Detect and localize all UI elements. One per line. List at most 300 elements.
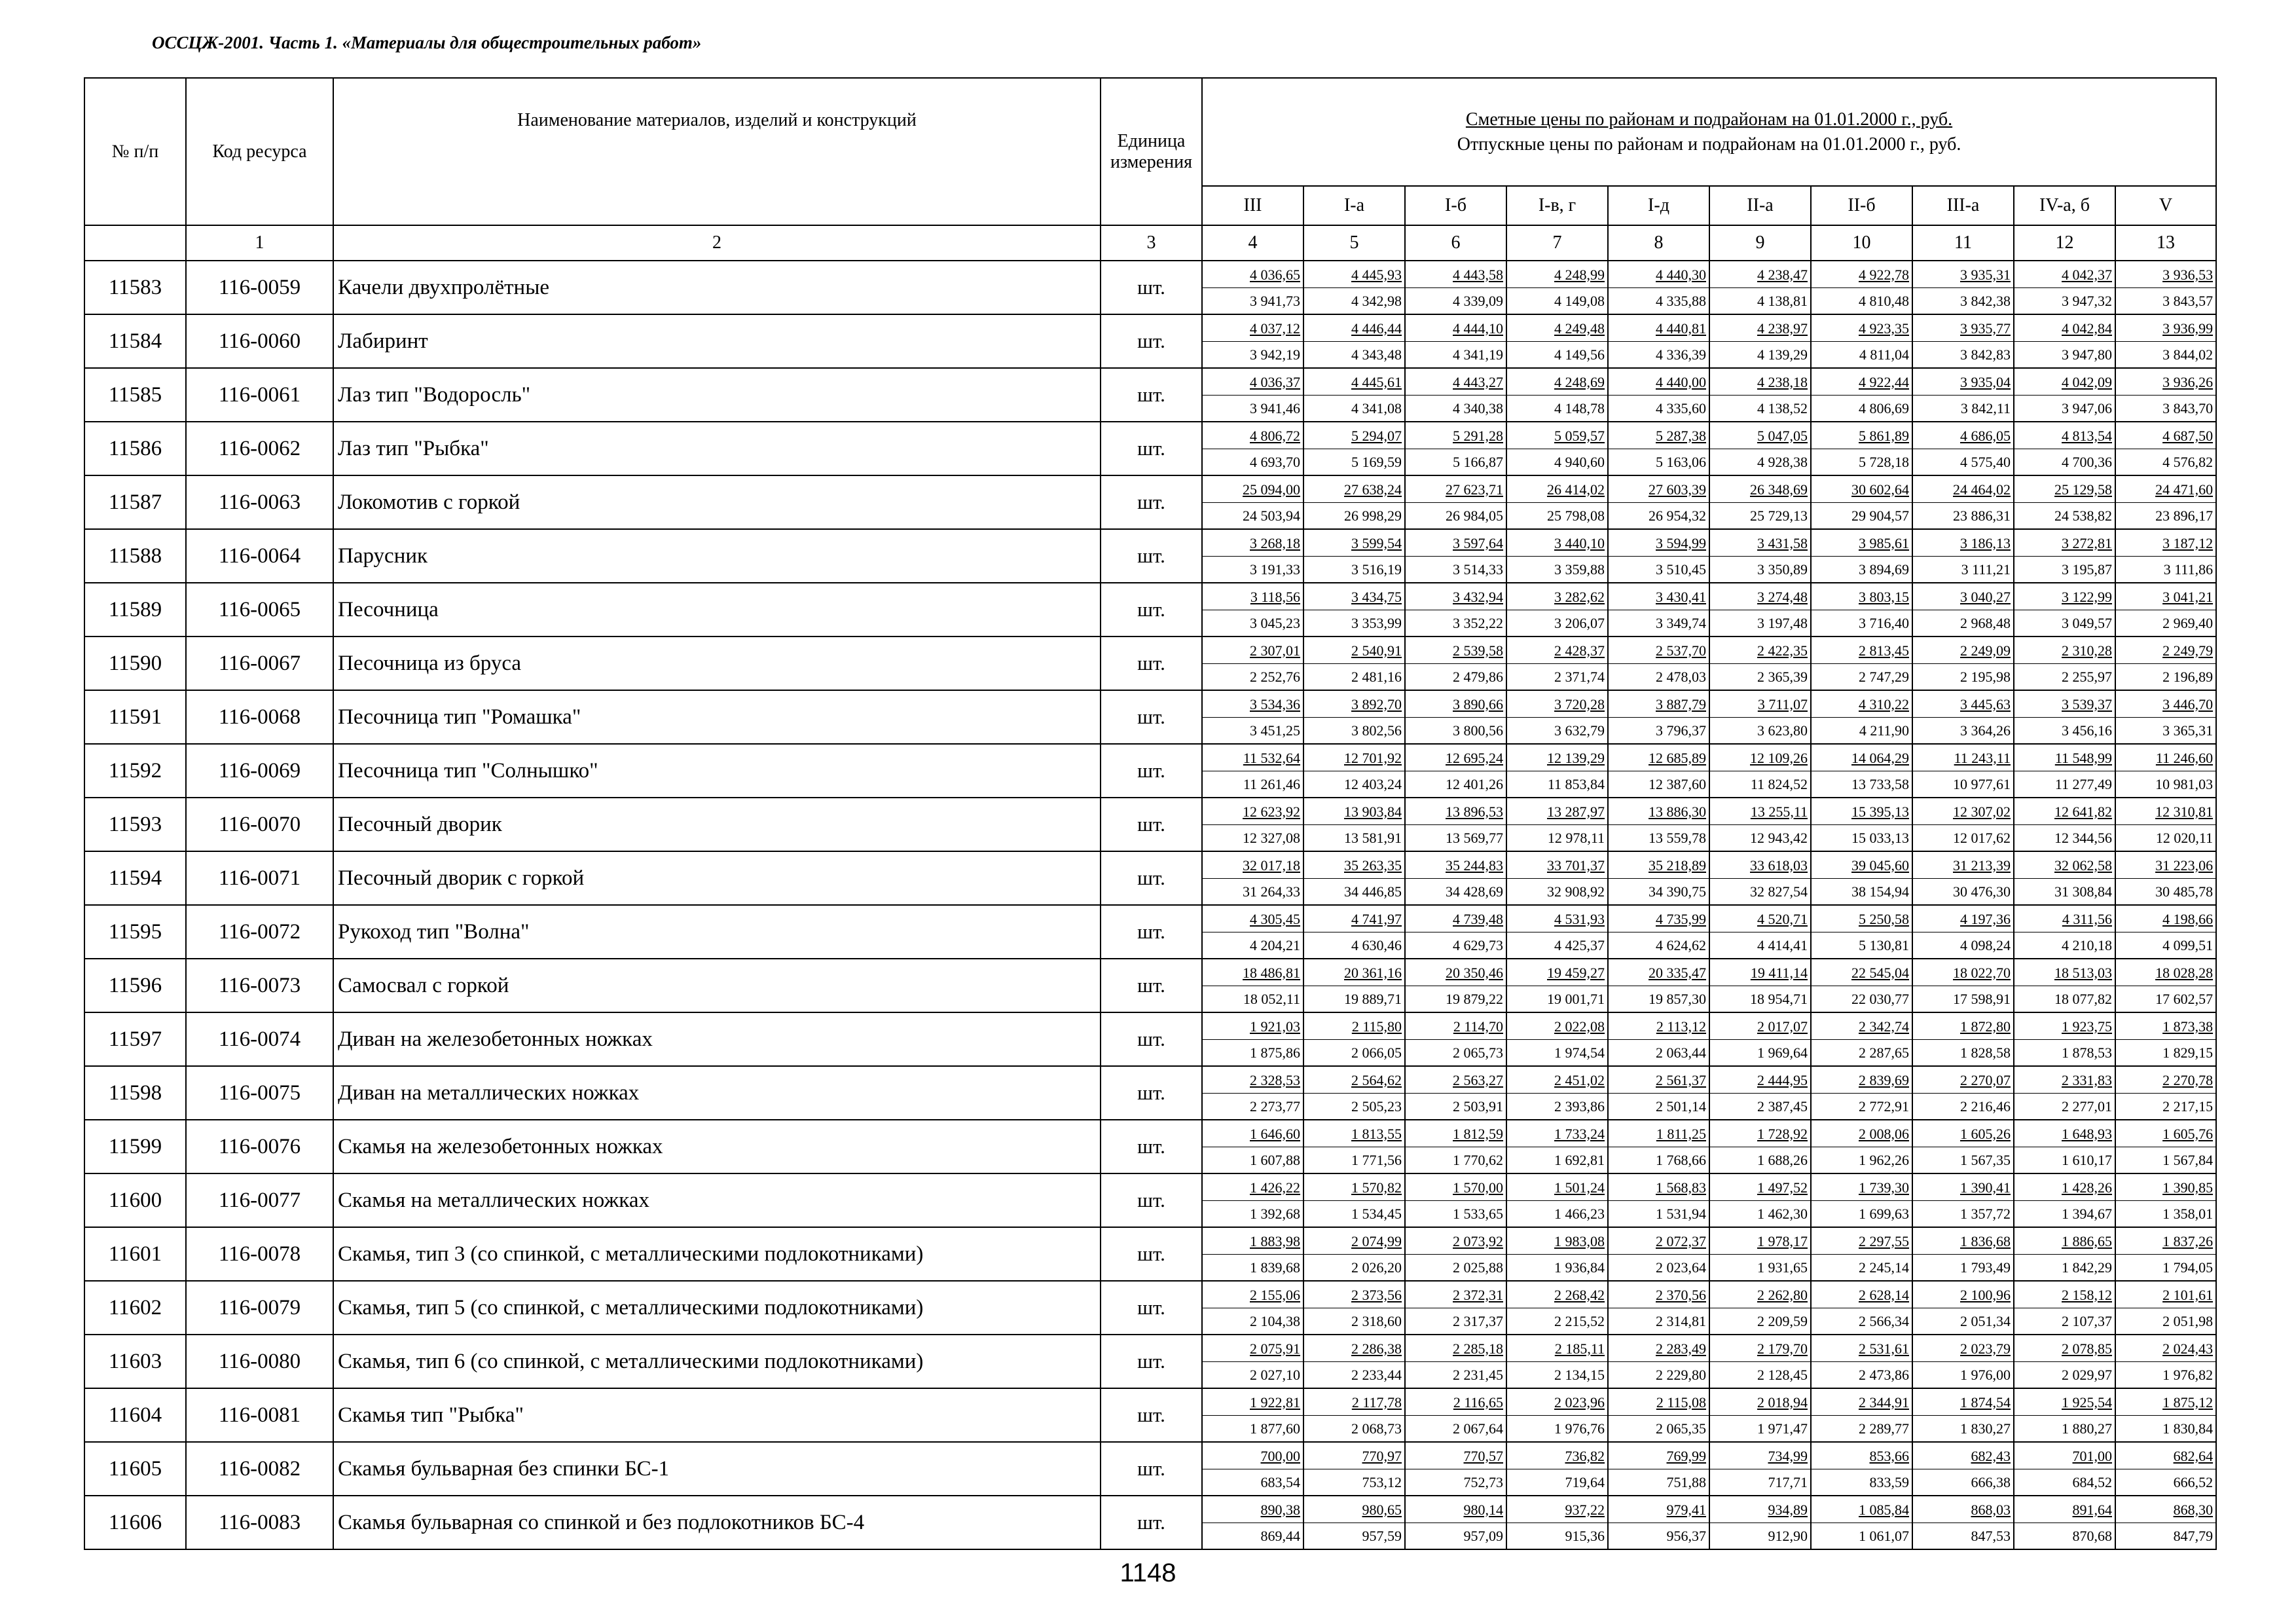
estimate-price: 2 286,38 [1304, 1336, 1404, 1362]
price-cell [2115, 529, 2216, 583]
estimate-price: 5 287,38 [1609, 423, 1709, 449]
price-cell [1912, 1281, 2014, 1335]
release-price: 1 969,64 [1757, 1044, 1808, 1061]
price-cell [1405, 1442, 1506, 1496]
release-price: 3 451,25 [1250, 722, 1300, 739]
release-price: 4 138,81 [1757, 292, 1808, 309]
resource-code: 116-0077 [186, 1173, 333, 1227]
release-price: 2 969,40 [2162, 614, 2214, 631]
release-price: 957,09 [1463, 1527, 1503, 1544]
release-price: 1 877,60 [1250, 1420, 1300, 1437]
release-price: 3 045,23 [1250, 614, 1300, 631]
column-number: 7 [1506, 225, 1608, 261]
release-price: 2 968,48 [1960, 614, 2011, 631]
release-price: 3 364,26 [1960, 722, 2011, 739]
price-cell [1811, 529, 1912, 583]
release-price: 4 693,70 [1250, 453, 1300, 470]
estimate-price: 2 158,12 [2014, 1282, 2115, 1308]
release-price: 1 829,15 [2162, 1044, 2214, 1061]
estimate-price: 35 218,89 [1609, 853, 1709, 879]
estimate-price: 3 445,63 [1913, 692, 2013, 718]
estimate-price: 2 179,70 [1710, 1336, 1810, 1362]
row-number: 11599 [84, 1120, 186, 1173]
release-price: 3 842,83 [1960, 346, 2011, 363]
estimate-price: 1 426,22 [1203, 1175, 1303, 1201]
price-cell [1506, 744, 1608, 798]
estimate-price: 4 531,93 [1507, 906, 1607, 932]
material-name: Песочный дворик с горкой [333, 851, 1101, 905]
release-price: 2 289,77 [1859, 1420, 1909, 1437]
row-number: 11602 [84, 1281, 186, 1335]
price-cell [1506, 959, 1608, 1012]
row-number: 11595 [84, 905, 186, 959]
estimate-price: 14 064,29 [1812, 745, 1912, 771]
release-price: 4 098,24 [1960, 936, 2011, 953]
estimate-price: 3 434,75 [1304, 584, 1404, 610]
release-price: 3 111,86 [2163, 561, 2214, 578]
release-price: 2 481,16 [1351, 668, 1402, 685]
price-cell [1912, 1173, 2014, 1227]
estimate-price: 1 983,08 [1507, 1228, 1607, 1255]
estimate-price: 3 186,13 [1913, 530, 2013, 557]
release-price: 2 216,46 [1960, 1098, 2011, 1115]
release-price: 1 770,62 [1453, 1151, 1503, 1168]
price-cell [2014, 1388, 2115, 1442]
price-cell [1405, 314, 1506, 368]
unit-of-measure: шт. [1101, 314, 1202, 368]
price-cell [2115, 583, 2216, 637]
release-price: 3 350,89 [1757, 561, 1808, 578]
table-row [84, 261, 2216, 314]
price-cell [1912, 1442, 2014, 1496]
estimate-price: 2 564,62 [1304, 1067, 1404, 1094]
row-number: 11597 [84, 1012, 186, 1066]
price-cell [1405, 1388, 1506, 1442]
estimate-price: 3 272,81 [2014, 530, 2115, 557]
release-price: 12 403,24 [1344, 775, 1402, 792]
column-number: 12 [2014, 225, 2115, 261]
price-cell [1506, 1496, 1608, 1549]
release-price: 847,53 [1971, 1527, 2011, 1544]
price-cell [1608, 314, 1709, 368]
release-price: 4 341,08 [1351, 399, 1402, 416]
release-price: 847,79 [2173, 1527, 2214, 1544]
release-price: 1 567,84 [2162, 1151, 2214, 1168]
price-cell [1608, 475, 1709, 529]
material-name: Скамья бульварная без спинки БС-1 [333, 1442, 1101, 1496]
resource-code: 116-0063 [186, 475, 333, 529]
price-cell [1506, 1120, 1608, 1173]
release-price: 2 023,64 [1656, 1259, 1706, 1276]
price-cell [1709, 1012, 1811, 1066]
estimate-price: 4 443,27 [1406, 369, 1506, 396]
release-price: 30 476,30 [1953, 883, 2011, 900]
estimate-price: 3 446,70 [2116, 692, 2215, 718]
column-number: 3 [1101, 225, 1202, 261]
estimate-price: 3 187,12 [2116, 530, 2215, 557]
price-cell [1608, 1281, 1709, 1335]
estimate-price: 3 118,56 [1203, 584, 1303, 610]
resource-code: 116-0075 [186, 1066, 333, 1120]
region-header: III [1202, 186, 1303, 225]
estimate-price: 4 440,00 [1609, 369, 1709, 396]
estimate-price: 3 274,48 [1710, 584, 1810, 610]
release-price: 3 510,45 [1656, 561, 1706, 578]
estimate-price: 3 936,99 [2116, 316, 2215, 342]
price-cell [1709, 1335, 1811, 1388]
estimate-price: 770,97 [1304, 1443, 1404, 1469]
release-price: 19 879,22 [1446, 990, 1503, 1007]
estimate-price: 2 539,58 [1406, 638, 1506, 664]
estimate-price: 1 886,65 [2014, 1228, 2115, 1255]
release-price: 912,90 [1768, 1527, 1808, 1544]
table-row [84, 422, 2216, 475]
estimate-price: 868,03 [1913, 1497, 2013, 1523]
price-cell [2115, 744, 2216, 798]
release-price: 26 954,32 [1649, 507, 1706, 524]
price-cell [1506, 368, 1608, 422]
price-cell [2115, 959, 2216, 1012]
estimate-price: 3 282,62 [1507, 584, 1607, 610]
price-cell [1912, 314, 2014, 368]
price-cell [1811, 1442, 1912, 1496]
release-price: 5 169,59 [1351, 453, 1402, 470]
release-price: 4 576,82 [2162, 453, 2214, 470]
release-price: 2 025,88 [1453, 1259, 1503, 1276]
material-name: Локомотив с горкой [333, 475, 1101, 529]
estimate-price: 5 250,58 [1812, 906, 1912, 932]
release-price: 3 191,33 [1250, 561, 1300, 578]
estimate-price: 5 047,05 [1710, 423, 1810, 449]
release-price: 684,52 [2072, 1473, 2112, 1490]
estimate-price: 1 922,81 [1203, 1390, 1303, 1416]
release-price: 19 889,71 [1344, 990, 1402, 1007]
estimate-price: 853,66 [1812, 1443, 1912, 1469]
price-cell [1303, 261, 1405, 314]
release-price: 1 839,68 [1250, 1259, 1300, 1276]
price-cell [1709, 475, 1811, 529]
material-name: Скамья, тип 6 (со спинкой, с металлическими подлокотниками) [333, 1335, 1101, 1388]
price-cell [1405, 1227, 1506, 1281]
price-cell [2115, 1173, 2216, 1227]
price-cell [1405, 1120, 1506, 1173]
release-price: 719,64 [1565, 1473, 1605, 1490]
price-cell [2115, 1496, 2216, 1549]
price-cell [1303, 1335, 1405, 1388]
estimate-price: 13 903,84 [1304, 799, 1404, 825]
release-price: 1 880,27 [2062, 1420, 2112, 1437]
price-cell [2014, 1173, 2115, 1227]
unit-of-measure: шт. [1101, 1442, 1202, 1496]
estimate-price: 3 431,58 [1710, 530, 1810, 557]
estimate-price: 1 875,12 [2116, 1390, 2215, 1416]
release-price: 3 514,33 [1453, 561, 1503, 578]
estimate-price: 13 886,30 [1609, 799, 1709, 825]
price-cell [1303, 422, 1405, 475]
release-price: 26 998,29 [1344, 507, 1402, 524]
price-cell [1608, 1120, 1709, 1173]
estimate-price: 25 129,58 [2014, 477, 2115, 503]
resource-code: 116-0069 [186, 744, 333, 798]
price-cell [1506, 1012, 1608, 1066]
price-cell [1202, 1066, 1303, 1120]
column-number: 13 [2115, 225, 2216, 261]
estimate-price: 1 872,80 [1913, 1014, 2013, 1040]
price-cell [1912, 583, 2014, 637]
price-cell [1912, 1012, 2014, 1066]
estimate-price: 1 646,60 [1203, 1121, 1303, 1147]
header-name: Наименование материалов, изделий и конструкций [333, 78, 1101, 225]
estimate-price: 31 213,39 [1913, 853, 2013, 879]
price-cell [1303, 475, 1405, 529]
estimate-price: 2 115,80 [1304, 1014, 1404, 1040]
release-price: 2 104,38 [1250, 1312, 1300, 1329]
estimate-price: 3 539,37 [2014, 692, 2115, 718]
price-cell [1709, 314, 1811, 368]
estimate-price: 4 445,61 [1304, 369, 1404, 396]
price-cell [1405, 851, 1506, 905]
release-price: 4 928,38 [1757, 453, 1808, 470]
price-cell [1303, 529, 1405, 583]
region-header: I-д [1608, 186, 1709, 225]
column-number: 9 [1709, 225, 1811, 261]
unit-of-measure: шт. [1101, 851, 1202, 905]
table-row [84, 368, 2216, 422]
table-row [84, 851, 2216, 905]
price-cell [1202, 1012, 1303, 1066]
price-cell [1303, 1496, 1405, 1549]
release-price: 29 904,57 [1851, 507, 1909, 524]
estimate-price: 2 370,56 [1609, 1282, 1709, 1308]
price-cell [1709, 1388, 1811, 1442]
price-cell [2014, 798, 2115, 851]
release-price: 2 365,39 [1757, 668, 1808, 685]
estimate-price: 891,64 [2014, 1497, 2115, 1523]
price-cell [2014, 1496, 2115, 1549]
resource-code: 116-0078 [186, 1227, 333, 1281]
resource-code: 116-0061 [186, 368, 333, 422]
price-cell [1506, 1281, 1608, 1335]
price-cell [1608, 690, 1709, 744]
estimate-price: 12 109,26 [1710, 745, 1810, 771]
header-estimate-prices: Сметные цены по районам и подрайонам на 01.01.2000 г., руб. [1465, 109, 1953, 130]
price-cell [2014, 368, 2115, 422]
estimate-price: 1 733,24 [1507, 1121, 1607, 1147]
estimate-price: 5 294,07 [1304, 423, 1404, 449]
release-price: 4 138,52 [1757, 399, 1808, 416]
estimate-price: 1 501,24 [1507, 1175, 1607, 1201]
estimate-price: 1 925,54 [2014, 1390, 2115, 1416]
release-price: 5 130,81 [1859, 936, 1909, 953]
price-cell [1405, 422, 1506, 475]
price-cell [1405, 529, 1506, 583]
estimate-price: 11 243,11 [1913, 745, 2013, 771]
price-cell [1608, 261, 1709, 314]
release-price: 32 908,92 [1547, 883, 1605, 900]
header-release-prices: Отпускные цены по районам и подрайонам на 01.01.2000 г., руб. [1457, 134, 1961, 155]
header-prices [1202, 78, 2216, 186]
estimate-price: 4 686,05 [1913, 423, 2013, 449]
material-name: Лаз тип "Водоросль" [333, 368, 1101, 422]
price-cell [1811, 1227, 1912, 1281]
release-price: 23 896,17 [2155, 507, 2214, 524]
price-cell [1811, 1335, 1912, 1388]
resource-code: 116-0064 [186, 529, 333, 583]
price-cell [1811, 798, 1912, 851]
estimate-price: 980,65 [1304, 1497, 1404, 1523]
estimate-price: 12 623,92 [1203, 799, 1303, 825]
column-number: 5 [1303, 225, 1405, 261]
release-price: 4 811,04 [1859, 346, 1909, 363]
estimate-price: 11 548,99 [2014, 745, 2115, 771]
price-cell [1405, 475, 1506, 529]
row-number: 11590 [84, 637, 186, 690]
release-price: 4 204,21 [1250, 936, 1300, 953]
estimate-price: 3 040,27 [1913, 584, 2013, 610]
release-price: 1 531,94 [1656, 1205, 1706, 1222]
price-cell [2014, 959, 2115, 1012]
column-number: 6 [1405, 225, 1506, 261]
price-cell [1506, 690, 1608, 744]
estimate-price: 12 685,89 [1609, 745, 1709, 771]
price-cell [1506, 261, 1608, 314]
release-price: 31 308,84 [2054, 883, 2112, 900]
estimate-price: 11 246,60 [2116, 745, 2215, 771]
release-price: 1 607,88 [1250, 1151, 1300, 1168]
release-price: 666,52 [2173, 1473, 2214, 1490]
price-cell [1709, 798, 1811, 851]
estimate-price: 27 638,24 [1304, 477, 1404, 503]
material-name: Песочница тип "Солнышко" [333, 744, 1101, 798]
release-price: 4 342,98 [1351, 292, 1402, 309]
estimate-price: 2 307,01 [1203, 638, 1303, 664]
estimate-price: 2 022,08 [1507, 1014, 1607, 1040]
estimate-price: 2 310,28 [2014, 638, 2115, 664]
region-header: I-б [1405, 186, 1506, 225]
price-cell [1202, 583, 1303, 637]
row-number: 11585 [84, 368, 186, 422]
price-cell [1608, 1227, 1709, 1281]
release-price: 4 210,18 [2062, 936, 2112, 953]
release-price: 4 335,88 [1656, 292, 1706, 309]
material-name: Песочница тип "Ромашка" [333, 690, 1101, 744]
price-cell [1811, 637, 1912, 690]
price-cell [1709, 1066, 1811, 1120]
release-price: 17 602,57 [2155, 990, 2214, 1007]
price-cell [2014, 637, 2115, 690]
row-number: 11603 [84, 1335, 186, 1388]
price-cell [1709, 1442, 1811, 1496]
unit-of-measure: шт. [1101, 1388, 1202, 1442]
estimate-price: 2 270,07 [1913, 1067, 2013, 1094]
price-cell [1303, 1012, 1405, 1066]
resource-code: 116-0071 [186, 851, 333, 905]
release-price: 12 943,42 [1750, 829, 1808, 846]
release-price: 2 478,03 [1656, 668, 1706, 685]
price-cell [1506, 1173, 1608, 1227]
table-row [84, 529, 2216, 583]
estimate-price: 20 335,47 [1609, 960, 1709, 986]
material-name: Скамья, тип 3 (со спинкой, с металлическими подлокотниками) [333, 1227, 1101, 1281]
price-cell [1912, 637, 2014, 690]
price-cell [1303, 314, 1405, 368]
estimate-price: 2 075,91 [1203, 1336, 1303, 1362]
estimate-price: 736,82 [1507, 1443, 1607, 1469]
estimate-price: 5 291,28 [1406, 423, 1506, 449]
row-number: 11591 [84, 690, 186, 744]
estimate-price: 4 687,50 [2116, 423, 2215, 449]
material-name: Диван на железобетонных ножках [333, 1012, 1101, 1066]
price-cell [1912, 1066, 2014, 1120]
estimate-price: 20 350,46 [1406, 960, 1506, 986]
release-price: 12 401,26 [1446, 775, 1503, 792]
release-price: 4 343,48 [1351, 346, 1402, 363]
release-price: 4 139,29 [1757, 346, 1808, 363]
material-name: Парусник [333, 529, 1101, 583]
estimate-price: 3 985,61 [1812, 530, 1912, 557]
resource-code: 116-0065 [186, 583, 333, 637]
estimate-price: 4 310,22 [1812, 692, 1912, 718]
release-price: 870,68 [2072, 1527, 2112, 1544]
estimate-price: 2 531,61 [1812, 1336, 1912, 1362]
price-cell [1506, 314, 1608, 368]
release-price: 4 149,08 [1554, 292, 1605, 309]
price-cell [1709, 529, 1811, 583]
release-price: 1 828,58 [1960, 1044, 2011, 1061]
estimate-price: 1 605,76 [2116, 1121, 2215, 1147]
release-price: 3 842,11 [1960, 399, 2011, 416]
estimate-price: 2 563,27 [1406, 1067, 1506, 1094]
estimate-price: 26 414,02 [1507, 477, 1607, 503]
estimate-price: 4 741,97 [1304, 906, 1404, 932]
price-cell [2115, 314, 2216, 368]
estimate-price: 1 085,84 [1812, 1497, 1912, 1523]
release-price: 4 810,48 [1859, 292, 1909, 309]
price-cell [1202, 261, 1303, 314]
price-cell [1811, 1012, 1912, 1066]
release-price: 1 394,67 [2062, 1205, 2112, 1222]
release-price: 2 068,73 [1351, 1420, 1402, 1437]
column-number: 2 [333, 225, 1101, 261]
column-number: 10 [1811, 225, 1912, 261]
price-cell [1811, 1496, 1912, 1549]
price-cell [1608, 422, 1709, 475]
price-table [84, 77, 2217, 1550]
estimate-price: 2 328,53 [1203, 1067, 1303, 1094]
release-price: 1 357,72 [1960, 1205, 2011, 1222]
material-name: Лабиринт [333, 314, 1101, 368]
release-price: 1 533,65 [1453, 1205, 1503, 1222]
price-cell [1709, 1120, 1811, 1173]
price-cell [1303, 1173, 1405, 1227]
estimate-price: 4 238,47 [1710, 262, 1810, 288]
release-price: 1 830,27 [1960, 1420, 2011, 1437]
estimate-price: 4 238,18 [1710, 369, 1810, 396]
estimate-price: 32 017,18 [1203, 853, 1303, 879]
release-price: 1 610,17 [2062, 1151, 2112, 1168]
estimate-price: 27 623,71 [1406, 477, 1506, 503]
release-price: 2 393,86 [1554, 1098, 1605, 1115]
release-price: 683,54 [1260, 1473, 1300, 1490]
estimate-price: 3 711,07 [1710, 692, 1810, 718]
price-cell [1608, 368, 1709, 422]
release-price: 869,44 [1260, 1527, 1300, 1544]
price-cell [1608, 744, 1709, 798]
price-cell [1303, 959, 1405, 1012]
release-price: 1 971,47 [1757, 1420, 1808, 1437]
release-price: 2 128,45 [1757, 1366, 1808, 1383]
release-price: 3 842,38 [1960, 292, 2011, 309]
